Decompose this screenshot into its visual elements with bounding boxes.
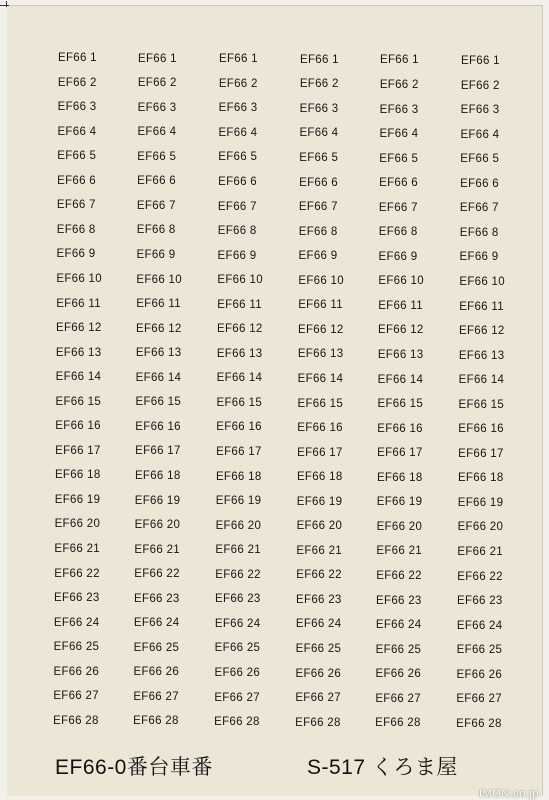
number-label: EF66 18 (54, 469, 101, 482)
number-label: EF66 18 (457, 472, 504, 485)
number-label: EF66 13 (458, 349, 505, 362)
number-label: EF66 1 (219, 53, 258, 66)
number-label: EF66 10 (217, 274, 263, 287)
number-label: EF66 4 (218, 126, 258, 139)
number-label: EF66 4 (460, 128, 500, 141)
number-label: EF66 17 (216, 446, 262, 458)
number-label: EF66 12 (459, 325, 505, 338)
number-label: EF66 5 (299, 152, 339, 164)
number-label: EF66 20 (134, 519, 181, 532)
number-label: EF66 25 (375, 643, 422, 656)
number-label: EF66 18 (134, 469, 181, 482)
number-label: EF66 16 (458, 423, 504, 436)
number-label: EF66 11 (56, 297, 101, 310)
number-label: EF66 25 (456, 644, 503, 657)
number-label: EF66 4 (379, 128, 419, 141)
number-label: EF66 6 (460, 177, 499, 190)
number-label: EF66 22 (296, 569, 342, 582)
number-label: EF66 17 (55, 444, 101, 457)
number-label: EF66 5 (137, 150, 177, 163)
sheet-title: EF66-0番台車番 (55, 756, 213, 779)
number-label: EF66 19 (54, 493, 101, 506)
number-label: EF66 13 (297, 348, 344, 361)
number-label: EF66 7 (56, 199, 96, 212)
number-label: EF66 16 (377, 422, 423, 435)
number-label: EF66 3 (460, 104, 500, 117)
number-label: EF66 8 (298, 225, 338, 238)
number-label: EF66 28 (456, 717, 502, 730)
number-label: EF66 26 (295, 667, 342, 680)
number-label: EF66 12 (217, 323, 263, 336)
number-label: EF66 13 (55, 346, 102, 359)
number-label: EF66 17 (135, 445, 181, 458)
number-label: EF66 4 (299, 127, 339, 140)
number-label: EF66 12 (136, 322, 182, 335)
number-label: EF66 12 (378, 324, 424, 337)
number-label: EF66 19 (296, 495, 343, 508)
number-label: EF66 20 (457, 521, 504, 534)
number-label: EF66 16 (216, 421, 262, 434)
number-label: EF66 2 (379, 78, 419, 91)
number-label: EF66 25 (53, 641, 100, 654)
number-label: EF66 21 (376, 545, 422, 558)
number-label: EF66 26 (133, 666, 180, 679)
number-label: EF66 25 (133, 641, 180, 654)
number-label: EF66 10 (459, 275, 505, 288)
number-label: EF66 28 (53, 714, 99, 727)
number-label: EF66 14 (377, 373, 424, 386)
number-label: EF66 26 (214, 666, 261, 679)
number-label: EF66 13 (216, 347, 263, 360)
number-label: EF66 17 (377, 447, 423, 460)
number-label: EF66 11 (217, 298, 262, 311)
number-label: EF66 9 (217, 249, 257, 262)
number-label: EF66 2 (299, 78, 339, 91)
number-label: EF66 8 (378, 226, 418, 239)
number-label: EF66 11 (298, 299, 343, 312)
number-label: EF66 20 (376, 520, 423, 533)
number-label: EF66 3 (218, 102, 258, 115)
number-label: EF66 2 (218, 77, 258, 90)
number-label: EF66 20 (215, 519, 262, 532)
number-label: EF66 15 (216, 396, 263, 409)
number-label: EF66 24 (133, 617, 180, 630)
number-label: EF66 16 (55, 420, 101, 433)
number-label: EF66 23 (457, 595, 503, 608)
number-label: EF66 28 (133, 715, 179, 728)
number-label: EF66 27 (295, 692, 341, 705)
number-label: EF66 18 (376, 471, 423, 484)
number-label: EF66 19 (215, 495, 262, 508)
number-label: EF66 22 (134, 568, 180, 581)
number-label-grid (7, 6, 542, 746)
number-label: EF66 4 (137, 126, 177, 139)
number-label: EF66 13 (377, 349, 424, 361)
number-label: EF66 25 (214, 642, 261, 655)
number-label: EF66 19 (457, 496, 504, 509)
number-label: EF66 9 (459, 251, 499, 264)
number-label: EF66 14 (297, 372, 344, 385)
number-label: EF66 22 (54, 567, 100, 580)
number-label: EF66 24 (375, 619, 422, 632)
number-label: EF66 5 (57, 150, 97, 163)
number-label: EF66 1 (300, 53, 339, 66)
number-label: EF66 28 (214, 716, 260, 729)
number-label: EF66 27 (456, 693, 502, 706)
number-label: EF66 23 (54, 592, 100, 605)
number-label: EF66 6 (218, 175, 257, 188)
number-label: EF66 15 (458, 398, 505, 411)
product-code: S-517 くろま屋 (307, 756, 458, 779)
number-label: EF66 8 (217, 225, 257, 238)
number-label: EF66 6 (299, 176, 338, 189)
number-label: EF66 10 (136, 273, 182, 286)
number-label: EF66 25 (295, 643, 342, 655)
number-label: EF66 3 (299, 102, 339, 115)
number-label: EF66 10 (56, 272, 102, 285)
number-label: EF66 7 (136, 199, 176, 212)
number-label: EF66 19 (134, 494, 181, 507)
number-label: EF66 1 (380, 54, 419, 67)
number-label: EF66 20 (296, 520, 343, 533)
number-label: EF66 7 (459, 202, 499, 215)
number-label: EF66 27 (133, 690, 179, 703)
number-label: EF66 15 (55, 395, 102, 408)
number-label: EF66 1 (461, 55, 500, 67)
number-label: EF66 7 (298, 201, 338, 214)
number-label: EF66 1 (58, 52, 97, 64)
number-label: EF66 15 (377, 398, 424, 411)
number-label: EF66 14 (135, 371, 182, 384)
number-label: EF66 27 (53, 690, 99, 703)
number-label: EF66 11 (136, 298, 181, 311)
watermark: IMON.co.jp (478, 788, 539, 800)
number-label: EF66 21 (54, 543, 100, 555)
number-label: EF66 21 (457, 546, 503, 558)
decal-sheet (7, 5, 543, 796)
number-label: EF66 24 (456, 619, 503, 632)
number-label: EF66 10 (378, 275, 424, 288)
number-label: EF66 8 (459, 226, 499, 239)
number-label: EF66 18 (215, 470, 262, 483)
number-label: EF66 11 (459, 300, 504, 313)
number-label: EF66 23 (376, 594, 422, 607)
number-label: EF66 15 (297, 397, 344, 410)
number-label: EF66 28 (295, 716, 341, 729)
number-label: EF66 9 (298, 250, 338, 263)
number-label: EF66 26 (375, 668, 422, 681)
number-label: EF66 22 (215, 568, 261, 581)
number-label: EF66 7 (217, 200, 257, 213)
number-label: EF66 26 (456, 668, 503, 681)
number-label: EF66 3 (137, 101, 177, 114)
number-label: EF66 24 (295, 618, 342, 631)
number-label: EF66 13 (135, 347, 182, 360)
number-label: EF66 9 (56, 248, 96, 261)
number-label: EF66 24 (53, 616, 100, 629)
number-label: EF66 23 (134, 592, 180, 605)
number-label: EF66 5 (460, 153, 500, 166)
number-label: EF66 26 (53, 665, 100, 678)
number-label: EF66 5 (218, 151, 258, 164)
number-label: EF66 22 (457, 570, 503, 583)
number-label: EF66 16 (297, 422, 343, 435)
number-label: EF66 7 (378, 201, 418, 214)
number-label: EF66 21 (296, 544, 342, 557)
number-label: EF66 18 (296, 471, 343, 484)
number-label: EF66 27 (375, 692, 421, 705)
number-label: EF66 2 (57, 76, 97, 89)
number-label: EF66 12 (56, 322, 102, 335)
number-label: EF66 1 (138, 52, 177, 65)
number-label: EF66 8 (56, 223, 96, 236)
number-label: EF66 4 (57, 125, 97, 138)
number-label: EF66 15 (135, 396, 182, 409)
number-label: EF66 19 (376, 496, 423, 509)
number-label: EF66 27 (214, 691, 260, 704)
number-label: EF66 14 (216, 372, 263, 385)
number-label: EF66 22 (376, 569, 422, 582)
number-label: EF66 11 (378, 299, 423, 312)
number-label: EF66 14 (458, 374, 505, 387)
number-label: EF66 23 (215, 593, 261, 606)
number-label: EF66 10 (298, 274, 344, 287)
number-label: EF66 14 (55, 371, 102, 384)
number-label: EF66 17 (458, 447, 504, 460)
number-label: EF66 9 (136, 249, 176, 261)
number-label: EF66 3 (379, 103, 419, 116)
number-label: EF66 16 (135, 420, 181, 433)
number-label: EF66 20 (54, 518, 101, 531)
number-label: EF66 3 (57, 101, 97, 114)
number-label: EF66 9 (378, 250, 418, 263)
number-label: EF66 21 (134, 543, 180, 556)
number-label: EF66 5 (379, 152, 419, 165)
number-label: EF66 6 (137, 175, 176, 188)
number-label: EF66 28 (375, 717, 421, 730)
number-label: EF66 17 (297, 446, 343, 459)
number-label: EF66 2 (460, 79, 500, 92)
number-label: EF66 2 (137, 77, 177, 90)
number-label: EF66 21 (215, 544, 261, 557)
number-label: EF66 8 (136, 224, 176, 237)
number-label: EF66 12 (298, 323, 344, 336)
number-label: EF66 6 (379, 177, 418, 190)
number-label: EF66 23 (296, 593, 342, 606)
number-label: EF66 6 (57, 174, 96, 187)
number-label: EF66 24 (214, 617, 261, 630)
